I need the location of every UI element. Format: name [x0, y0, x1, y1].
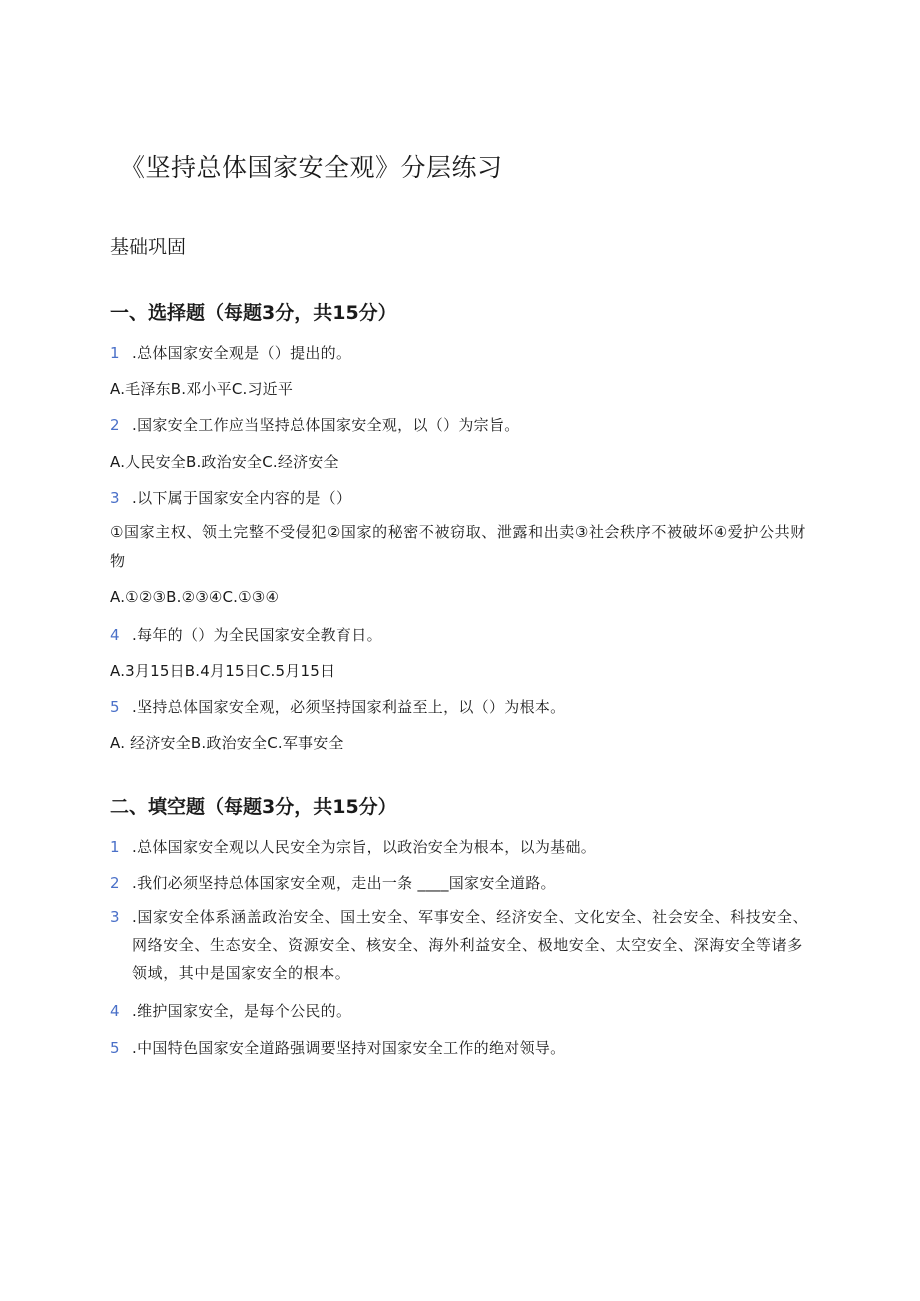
section-subtitle: 基础巩固	[110, 236, 187, 258]
question-item	[110, 487, 351, 508]
question-text: .总体国家安全观是（）提出的。	[132, 344, 352, 362]
section1-heading: 一、选择题（每题3分，共15分）	[110, 302, 397, 324]
question-item	[110, 1037, 565, 1058]
question-number: 3	[110, 489, 120, 507]
question-number: 5	[110, 1039, 120, 1057]
question-detail: ①国家主权、领土完整不受侵犯②国家的秘密不被窃取、泄露和出卖③社会秩序不被破坏④爱护公共财物	[110, 523, 806, 570]
question-item	[110, 342, 351, 363]
question-options: A.人民安全B.政治安全C.经济安全	[110, 453, 339, 471]
question-options: A.3月15日B.4月15日C.5月15日	[110, 662, 336, 680]
question-number: 4	[110, 1002, 120, 1020]
question-text: .我们必须坚持总体国家安全观，走出一条 ____国家安全道路。	[132, 874, 556, 892]
question-item	[110, 624, 382, 645]
question-item	[110, 872, 556, 893]
section2-heading: 二、填空题（每题3分，共15分）	[110, 796, 397, 818]
question-number: 1	[110, 838, 120, 856]
question-item	[110, 696, 565, 717]
document-title: 《坚持总体国家安全观》分层练习	[120, 153, 503, 182]
question-item	[110, 1000, 351, 1021]
question-item	[110, 414, 520, 435]
question-text: .坚持总体国家安全观，必须坚持国家利益至上，以（）为根本。	[132, 698, 566, 716]
question-number: 1	[110, 344, 120, 362]
question-options: A.①②③B.②③④C.①③④	[110, 588, 280, 606]
question-text: .每年的（）为全民国家安全教育日。	[132, 626, 382, 644]
question-options: A. 经济安全B.政治安全C.军事安全	[110, 734, 344, 752]
question-number: 4	[110, 626, 120, 644]
question-number: 3	[110, 908, 120, 926]
question-text: .维护国家安全，是每个公民的。	[132, 1002, 352, 1020]
question-text: .中国特色国家安全道路强调要坚持对国家安全工作的绝对领导。	[132, 1039, 566, 1057]
question-text: .总体国家安全观以人民安全为宗旨，以政治安全为根本，以为基础。	[132, 838, 597, 856]
question-text: .国家安全工作应当坚持总体国家安全观，以（）为宗旨。	[132, 416, 520, 434]
question-number: 2	[110, 416, 120, 434]
question-number: 5	[110, 698, 120, 716]
question-text: .以下属于国家安全内容的是（）	[132, 489, 352, 507]
question-item	[110, 836, 596, 857]
question-options: A.毛泽东B.邓小平C.习近平	[110, 380, 294, 398]
question-number: 2	[110, 874, 120, 892]
question-text: .国家安全体系涵盖政治安全、国土安全、军事安全、经济安全、文化安全、社会安全、科技安全、网络安全、生态安全、资源安全、核安全、海外利益安全、极地安全、太空安全、深海安全等诸多领域，其中是国家安全的根本。	[132, 908, 809, 982]
